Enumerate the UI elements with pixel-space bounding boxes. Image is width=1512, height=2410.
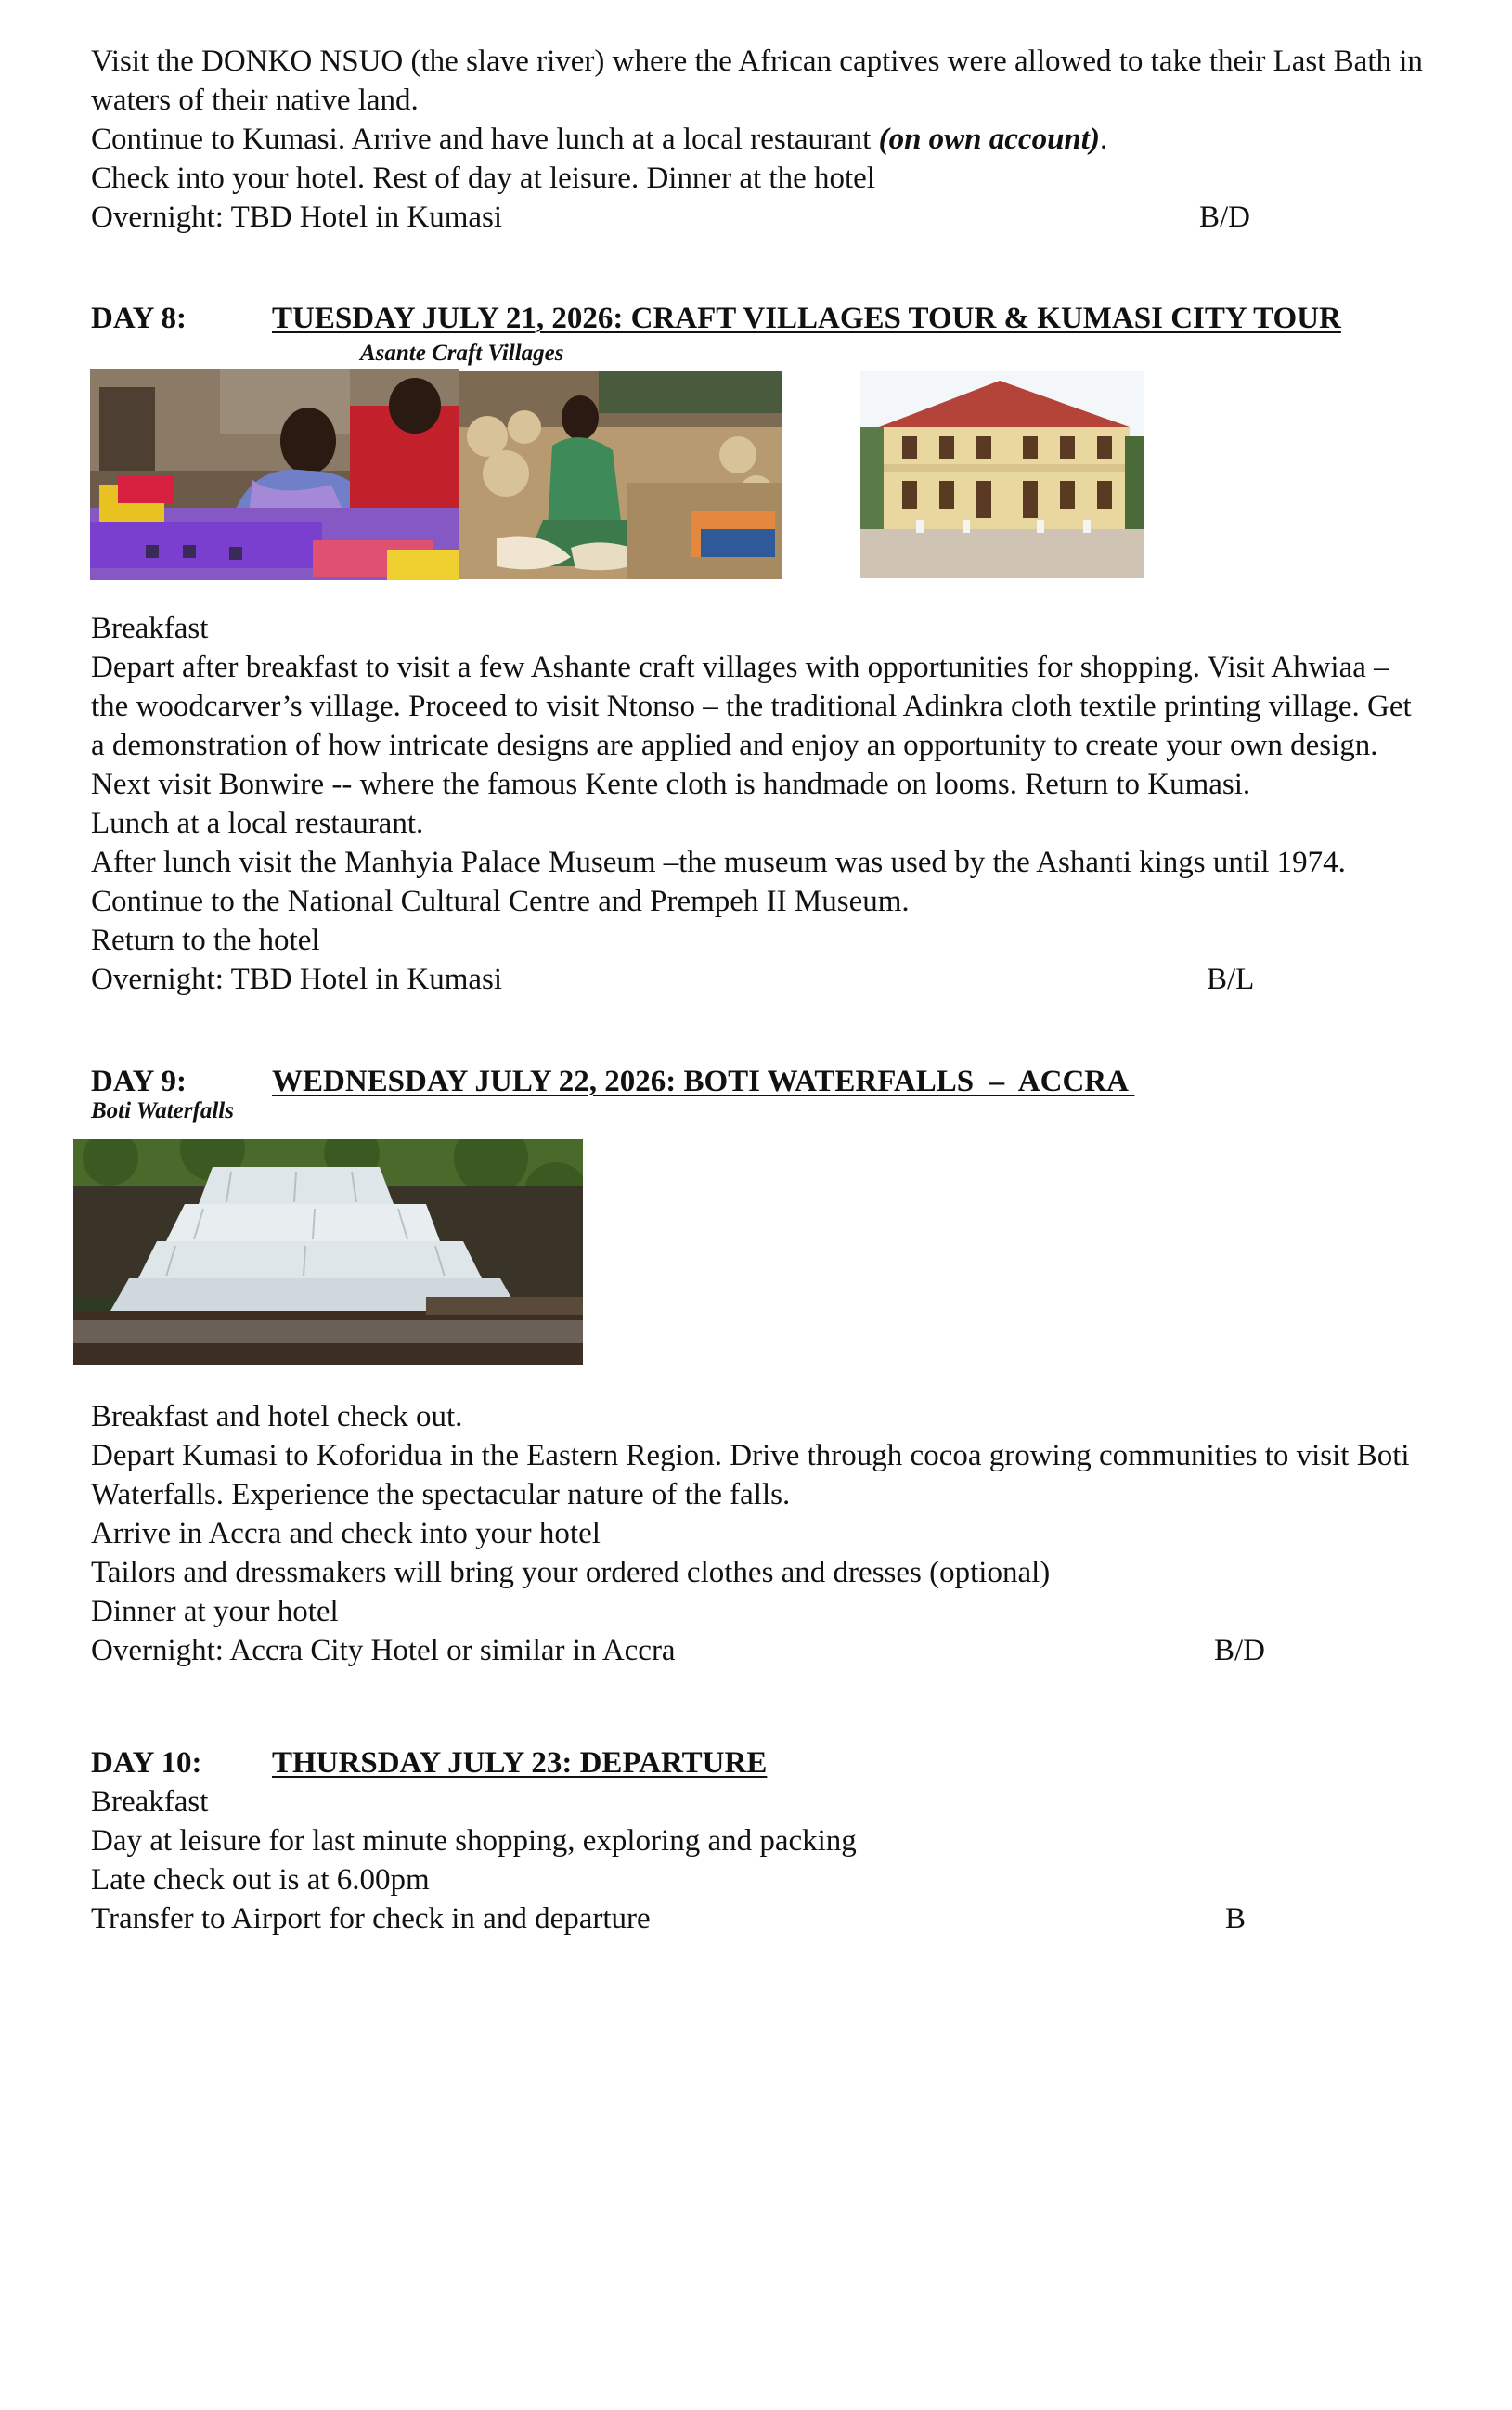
- day-9-line-5: Tailors and dressmakers will bring your ordered clothes and dresses (optional): [91, 1556, 1051, 1589]
- day-8-line-7: After lunch visit the Manhyia Palace Museum –the museum was used by the Ashanti kings until 1974.: [91, 846, 1346, 879]
- day-8-line-9: Return to the hotel: [91, 924, 320, 957]
- day-9-title: WEDNESDAY JULY 22, 2026: BOTI WATERFALLS – ACCRA: [272, 1065, 1135, 1098]
- on-own-account-note: (on own account): [878, 123, 1100, 156]
- day-9-line-6: Dinner at your hotel: [91, 1595, 339, 1628]
- day-10-line-3: Late check out is at 6.00pm: [91, 1863, 430, 1897]
- day-9-line-4: Arrive in Accra and check into your hotel: [91, 1517, 601, 1550]
- day-10-meals: B: [1225, 1902, 1247, 1936]
- day-10-label: DAY 10:: [91, 1746, 202, 1780]
- craft-villages-caption: Asante Craft Villages: [360, 341, 564, 366]
- day-8-line-3: the woodcarver’s village. Proceed to visit Ntonso – the traditional Adinkra cloth textile printing village. Get: [91, 690, 1412, 723]
- intro-line-3-end: .: [1099, 123, 1108, 156]
- intro-line-3: [91, 120, 1107, 159]
- intro-line-1: Visit the DONKO NSUO (the slave river) where the African captives were allowed to take their Last Bath in: [91, 45, 1423, 78]
- day-8-line-8: Continue to the National Cultural Centre and Prempeh II Museum.: [91, 885, 910, 918]
- intro-line-2: waters of their native land.: [91, 84, 419, 117]
- day-8-title: TUESDAY JULY 21, 2026: CRAFT VILLAGES TOUR & KUMASI CITY TOUR: [272, 302, 1341, 335]
- day-9-meals: B/D: [1214, 1634, 1266, 1667]
- day-8-line-1: Breakfast: [91, 612, 209, 645]
- day-9-line-1: Breakfast and hotel check out.: [91, 1400, 463, 1433]
- boti-waterfalls-photo: [73, 1139, 583, 1365]
- intro-line-4: Check into your hotel. Rest of day at leisure. Dinner at the hotel: [91, 162, 875, 195]
- day-10-line-4: Transfer to Airport for check in and departure: [91, 1902, 651, 1936]
- day-8-line-2: Depart after breakfast to visit a few Ashante craft villages with opportunities for shopping. Visit Ahwiaa –: [91, 651, 1389, 684]
- day-9-line-2: Depart Kumasi to Koforidua in the Eastern Region. Drive through cocoa growing communities to visit Boti: [91, 1439, 1410, 1472]
- day-8-label: DAY 8:: [91, 302, 187, 335]
- boti-waterfalls-caption: Boti Waterfalls: [91, 1098, 234, 1123]
- day-9-heading: [91, 1062, 1134, 1101]
- intro-line-3-text: Continue to Kumasi. Arrive and have lunch at a local restaurant: [91, 123, 879, 156]
- intro-meals: B/D: [1199, 201, 1251, 234]
- day-8-overnight: Overnight: TBD Hotel in Kumasi: [91, 963, 503, 996]
- day-10-heading: [91, 1743, 767, 1782]
- day-8-meals: B/L: [1207, 963, 1255, 996]
- adinkra-printing-photo: [90, 369, 459, 580]
- day-8-heading: [91, 299, 1341, 338]
- day-8-line-6: Lunch at a local restaurant.: [91, 807, 424, 840]
- woodcarver-photo: [459, 371, 782, 579]
- day-10-line-1: Breakfast: [91, 1785, 209, 1819]
- day-10-title: THURSDAY JULY 23: DEPARTURE: [272, 1746, 768, 1780]
- day-9-line-3: Waterfalls. Experience the spectacular nature of the falls.: [91, 1478, 791, 1511]
- day-8-line-4: a demonstration of how intricate designs are applied and enjoy an opportunity to create your own design.: [91, 729, 1378, 762]
- day-9-overnight: Overnight: Accra City Hotel or similar in Accra: [91, 1634, 676, 1667]
- day-10-line-2: Day at leisure for last minute shopping, exploring and packing: [91, 1824, 857, 1858]
- day-9-label: DAY 9:: [91, 1065, 187, 1098]
- intro-overnight: Overnight: TBD Hotel in Kumasi: [91, 201, 503, 234]
- day-8-line-5: Next visit Bonwire -- where the famous Kente cloth is handmade on looms. Return to Kumasi.: [91, 768, 1251, 801]
- manhyia-palace-photo: [860, 371, 1144, 578]
